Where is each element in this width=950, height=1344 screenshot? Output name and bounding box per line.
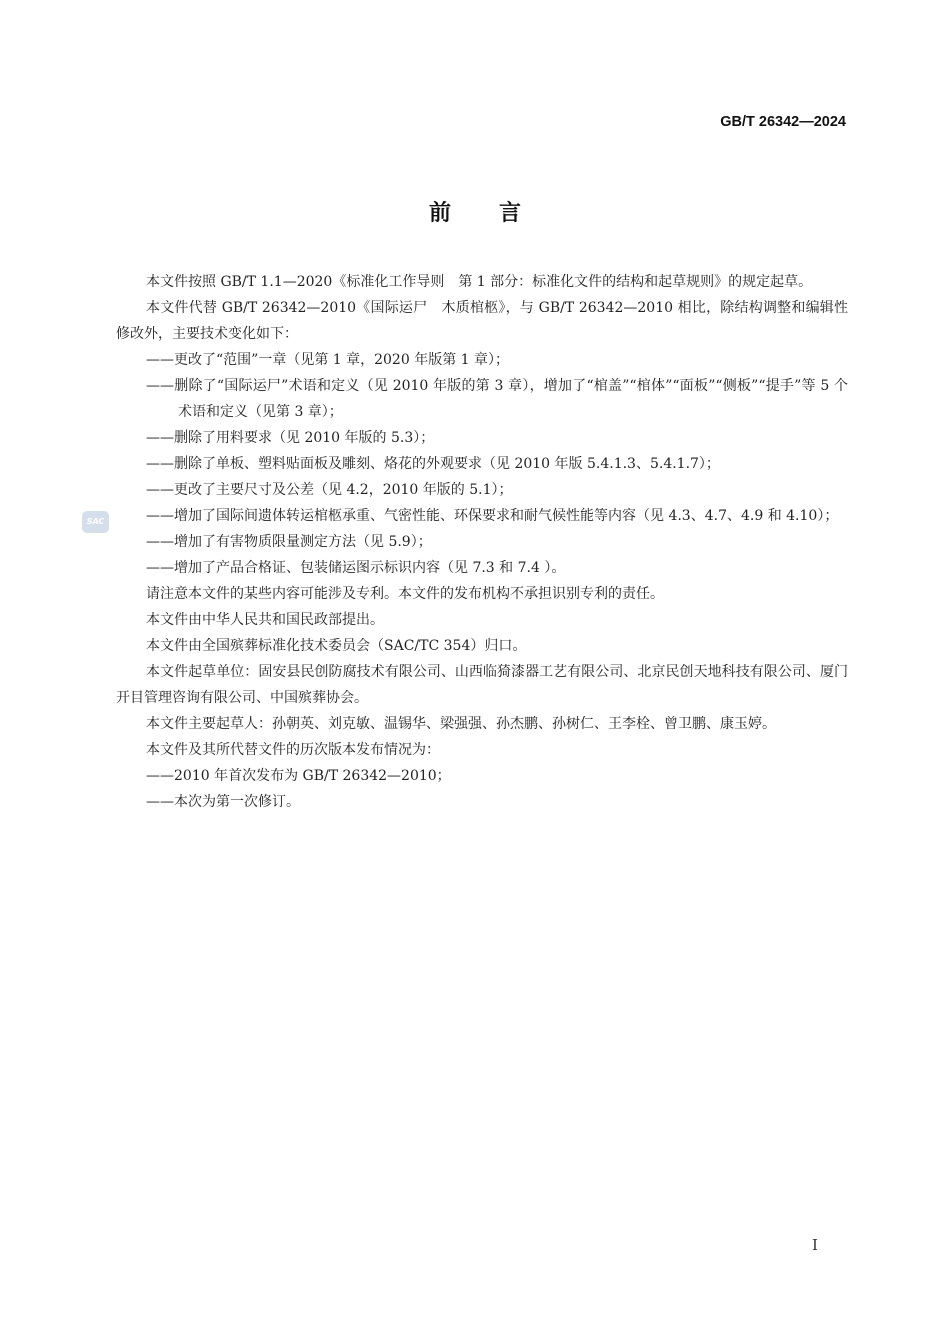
change-item: ——增加了有害物质限量测定方法（见 5.9）； <box>146 534 432 550</box>
document-body <box>116 269 848 815</box>
change-item: ——删除了用料要求（见 2010 年版的 5.3）； <box>146 430 435 446</box>
change-item: ——增加了国际间遗体转运棺柩承重、气密性能、环保要求和耐气候性能等内容（见 4.3、4.7、4.9 和 4.10）； <box>146 508 839 524</box>
paragraph: 本文件起草单位：固安县民创防腐技术有限公司、山西临猗漆器工艺有限公司、北京民创天地科技有限公司、厦门开目管理咨询有限公司、中国殡葬协会。 <box>116 664 848 706</box>
sac-watermark-icon: SAC <box>82 511 109 533</box>
page-number: I <box>812 1236 818 1254</box>
paragraph: 本文件按照 GB/T 1.1—2020《标准化工作导则 第 1 部分：标准化文件的结构和起草规则》的规定起草。 <box>146 274 813 290</box>
history-item: ——2010 年首次发布为 GB/T 26342—2010； <box>146 768 451 784</box>
page-title: 前言 <box>428 201 569 226</box>
paragraph: 请注意本文件的某些内容可能涉及专利。本文件的发布机构不承担识别专利的责任。 <box>146 586 664 602</box>
change-item: ——删除了单板、塑料贴面板及雕刻、烙花的外观要求（见 2010 年版 5.4.1.3、5.4.1.7）； <box>146 456 720 472</box>
change-item: ——更改了“范围”一章（见第 1 章，2020 年版第 1 章）； <box>146 352 510 368</box>
change-item: ——更改了主要尺寸及公差（见 4.2，2010 年版的 5.1）； <box>146 482 513 498</box>
history-item: ——本次为第一次修订。 <box>146 794 300 810</box>
change-item: ——删除了“国际运尸”术语和定义（见 2010 年版的第 3 章），增加了“棺盖”“棺体”“面板”“侧板”“提手”等 5 个术语和定义（见第 3 章）； <box>146 378 848 420</box>
paragraph: 本文件主要起草人：孙朝英、刘克敏、温锡华、梁强强、孙杰鹏、孙树仁、王李栓、曾卫鹏、康玉婷。 <box>146 716 776 732</box>
paragraph: 本文件由中华人民共和国民政部提出。 <box>146 612 384 628</box>
paragraph: 本文件代替 GB/T 26342—2010《国际运尸 木质棺柩》，与 GB/T 26342—2010 相比，除结构调整和编辑性修改外，主要技术变化如下： <box>116 300 848 342</box>
paragraph: 本文件由全国殡葬标准化技术委员会（SAC/TC 354）归口。 <box>146 638 527 654</box>
paragraph: 本文件及其所代替文件的历次版本发布情况为： <box>146 742 440 758</box>
standard-code: GB/T 26342—2024 <box>720 114 846 130</box>
change-item: ——增加了产品合格证、包装储运图示标识内容（见 7.3 和 7.4 ）。 <box>146 560 566 576</box>
